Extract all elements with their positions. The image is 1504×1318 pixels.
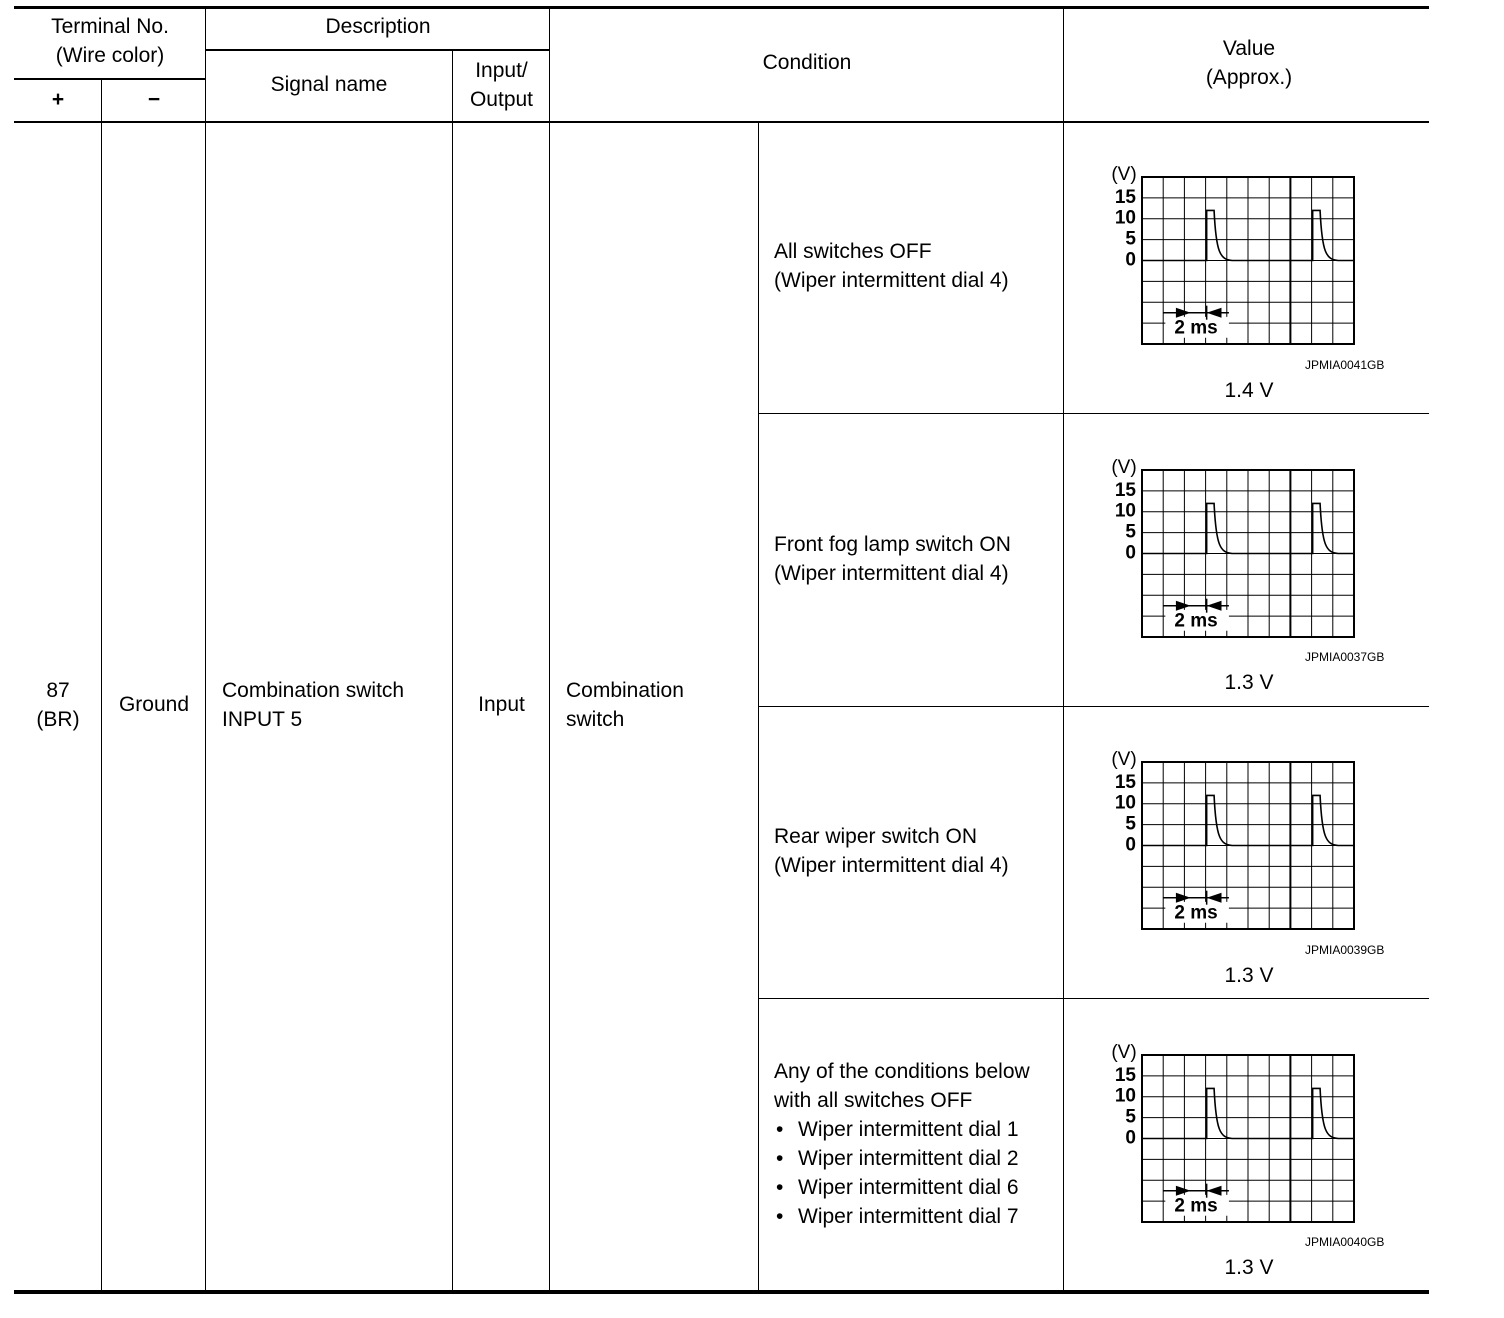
col-divider-value <box>1063 7 1064 1291</box>
table-bottom-border <box>14 1290 1429 1294</box>
tick-label: 10 <box>1114 207 1136 229</box>
tick-label: 15 <box>1114 186 1136 208</box>
condition-text-3: Rear wiper switch ON (Wiper intermittent dial 4) <box>774 825 1009 877</box>
time-scale-label: 2 ms <box>1174 902 1218 924</box>
figure-id-3: JPMIA0039GB <box>1305 943 1385 957</box>
tick-label: 0 <box>1125 1127 1136 1149</box>
condition-text-1: All switches OFF (Wiper intermittent dial 4) <box>774 240 1009 292</box>
unit-label: (V) <box>1111 457 1137 478</box>
left-arrow-icon <box>1207 1186 1222 1196</box>
header-divider-terminal <box>14 78 206 80</box>
right-arrow-icon <box>1176 893 1191 903</box>
col-divider-condition <box>758 122 759 1291</box>
time-scale-label: 2 ms <box>1174 610 1218 632</box>
header-signal-name: Signal name <box>270 73 388 96</box>
col-divider-io <box>549 7 550 1291</box>
waveform-figure-1 <box>1100 160 1410 390</box>
unit-label: (V) <box>1111 164 1137 185</box>
condition-bullet: • Wiper intermittent dial 6 <box>774 1173 1030 1202</box>
terminal-number: 87 (BR) <box>36 679 80 731</box>
condition-bullet: • Wiper intermittent dial 7 <box>774 1202 1030 1231</box>
condition-text-4: Any of the conditions below with all switches OFF • Wiper intermittent dial 1 • Wiper intermittent dial 2 • Wiper intermittent dial 6 • Wiper intermittent dial 7 <box>774 1057 1030 1231</box>
right-arrow-icon <box>1176 308 1191 318</box>
condition-bullet-list <box>774 1115 1030 1231</box>
value-reading-3: 1.3 V <box>1224 964 1274 987</box>
signal-name: Combination switch INPUT 5 <box>222 679 405 731</box>
figure-id-4: JPMIA0040GB <box>1305 1235 1385 1249</box>
condition-bullet: • Wiper intermittent dial 1 <box>774 1115 1030 1144</box>
value-reading-1: 1.4 V <box>1224 379 1274 402</box>
col-divider-terminal <box>205 7 206 1291</box>
row-divider-1 <box>758 413 1429 414</box>
col-divider-signal <box>452 50 453 1291</box>
unit-label: (V) <box>1111 1042 1137 1063</box>
condition-main: Combination switch <box>566 679 684 731</box>
tick-label: 15 <box>1114 771 1136 793</box>
tick-label: 0 <box>1125 542 1136 564</box>
tick-label: 5 <box>1125 521 1136 543</box>
header-condition: Condition <box>762 51 852 74</box>
right-arrow-icon <box>1176 601 1191 611</box>
left-arrow-icon <box>1207 601 1222 611</box>
tick-label: 10 <box>1114 500 1136 522</box>
tick-label: 10 <box>1114 1085 1136 1107</box>
io-type: Input <box>478 693 525 716</box>
value-reading-4: 1.3 V <box>1224 1256 1274 1279</box>
waveform-figure-4 <box>1100 1038 1410 1268</box>
left-arrow-icon <box>1207 308 1222 318</box>
unit-label: (V) <box>1111 749 1137 770</box>
figure-id-1: JPMIA0041GB <box>1305 358 1385 372</box>
value-reading-2: 1.3 V <box>1224 671 1274 694</box>
row-divider-3 <box>758 998 1429 999</box>
tick-label: 5 <box>1125 1106 1136 1128</box>
header-value: Value (Approx.) <box>1205 37 1293 89</box>
table-top-border <box>14 6 1429 9</box>
row-divider-2 <box>758 706 1429 707</box>
header-minus: − <box>147 88 161 111</box>
condition-text-2: Front fog lamp switch ON (Wiper intermittent dial 4) <box>774 533 1011 585</box>
header-description: Description <box>325 15 431 38</box>
tick-label: 0 <box>1125 834 1136 856</box>
tick-label: 5 <box>1125 228 1136 250</box>
waveform-figure-2 <box>1100 453 1410 683</box>
left-arrow-icon <box>1207 893 1222 903</box>
figure-id-2: JPMIA0037GB <box>1305 650 1385 664</box>
time-scale-label: 2 ms <box>1174 317 1218 339</box>
tick-label: 5 <box>1125 813 1136 835</box>
condition-bullet: • Wiper intermittent dial 2 <box>774 1144 1030 1173</box>
header-divider-description <box>205 49 550 51</box>
header-bottom-border <box>14 121 1429 123</box>
right-arrow-icon <box>1176 1186 1191 1196</box>
tick-label: 15 <box>1114 479 1136 501</box>
time-scale-label: 2 ms <box>1174 1195 1218 1217</box>
waveform-figure-3 <box>1100 745 1410 975</box>
header-terminal-no: Terminal No. (Wire color) <box>51 15 169 67</box>
header-plus: + <box>51 88 65 111</box>
ground-terminal: Ground <box>118 693 190 716</box>
tick-label: 15 <box>1114 1064 1136 1086</box>
header-input-output: Input/ Output <box>469 59 534 111</box>
tick-label: 10 <box>1114 792 1136 814</box>
tick-label: 0 <box>1125 249 1136 271</box>
